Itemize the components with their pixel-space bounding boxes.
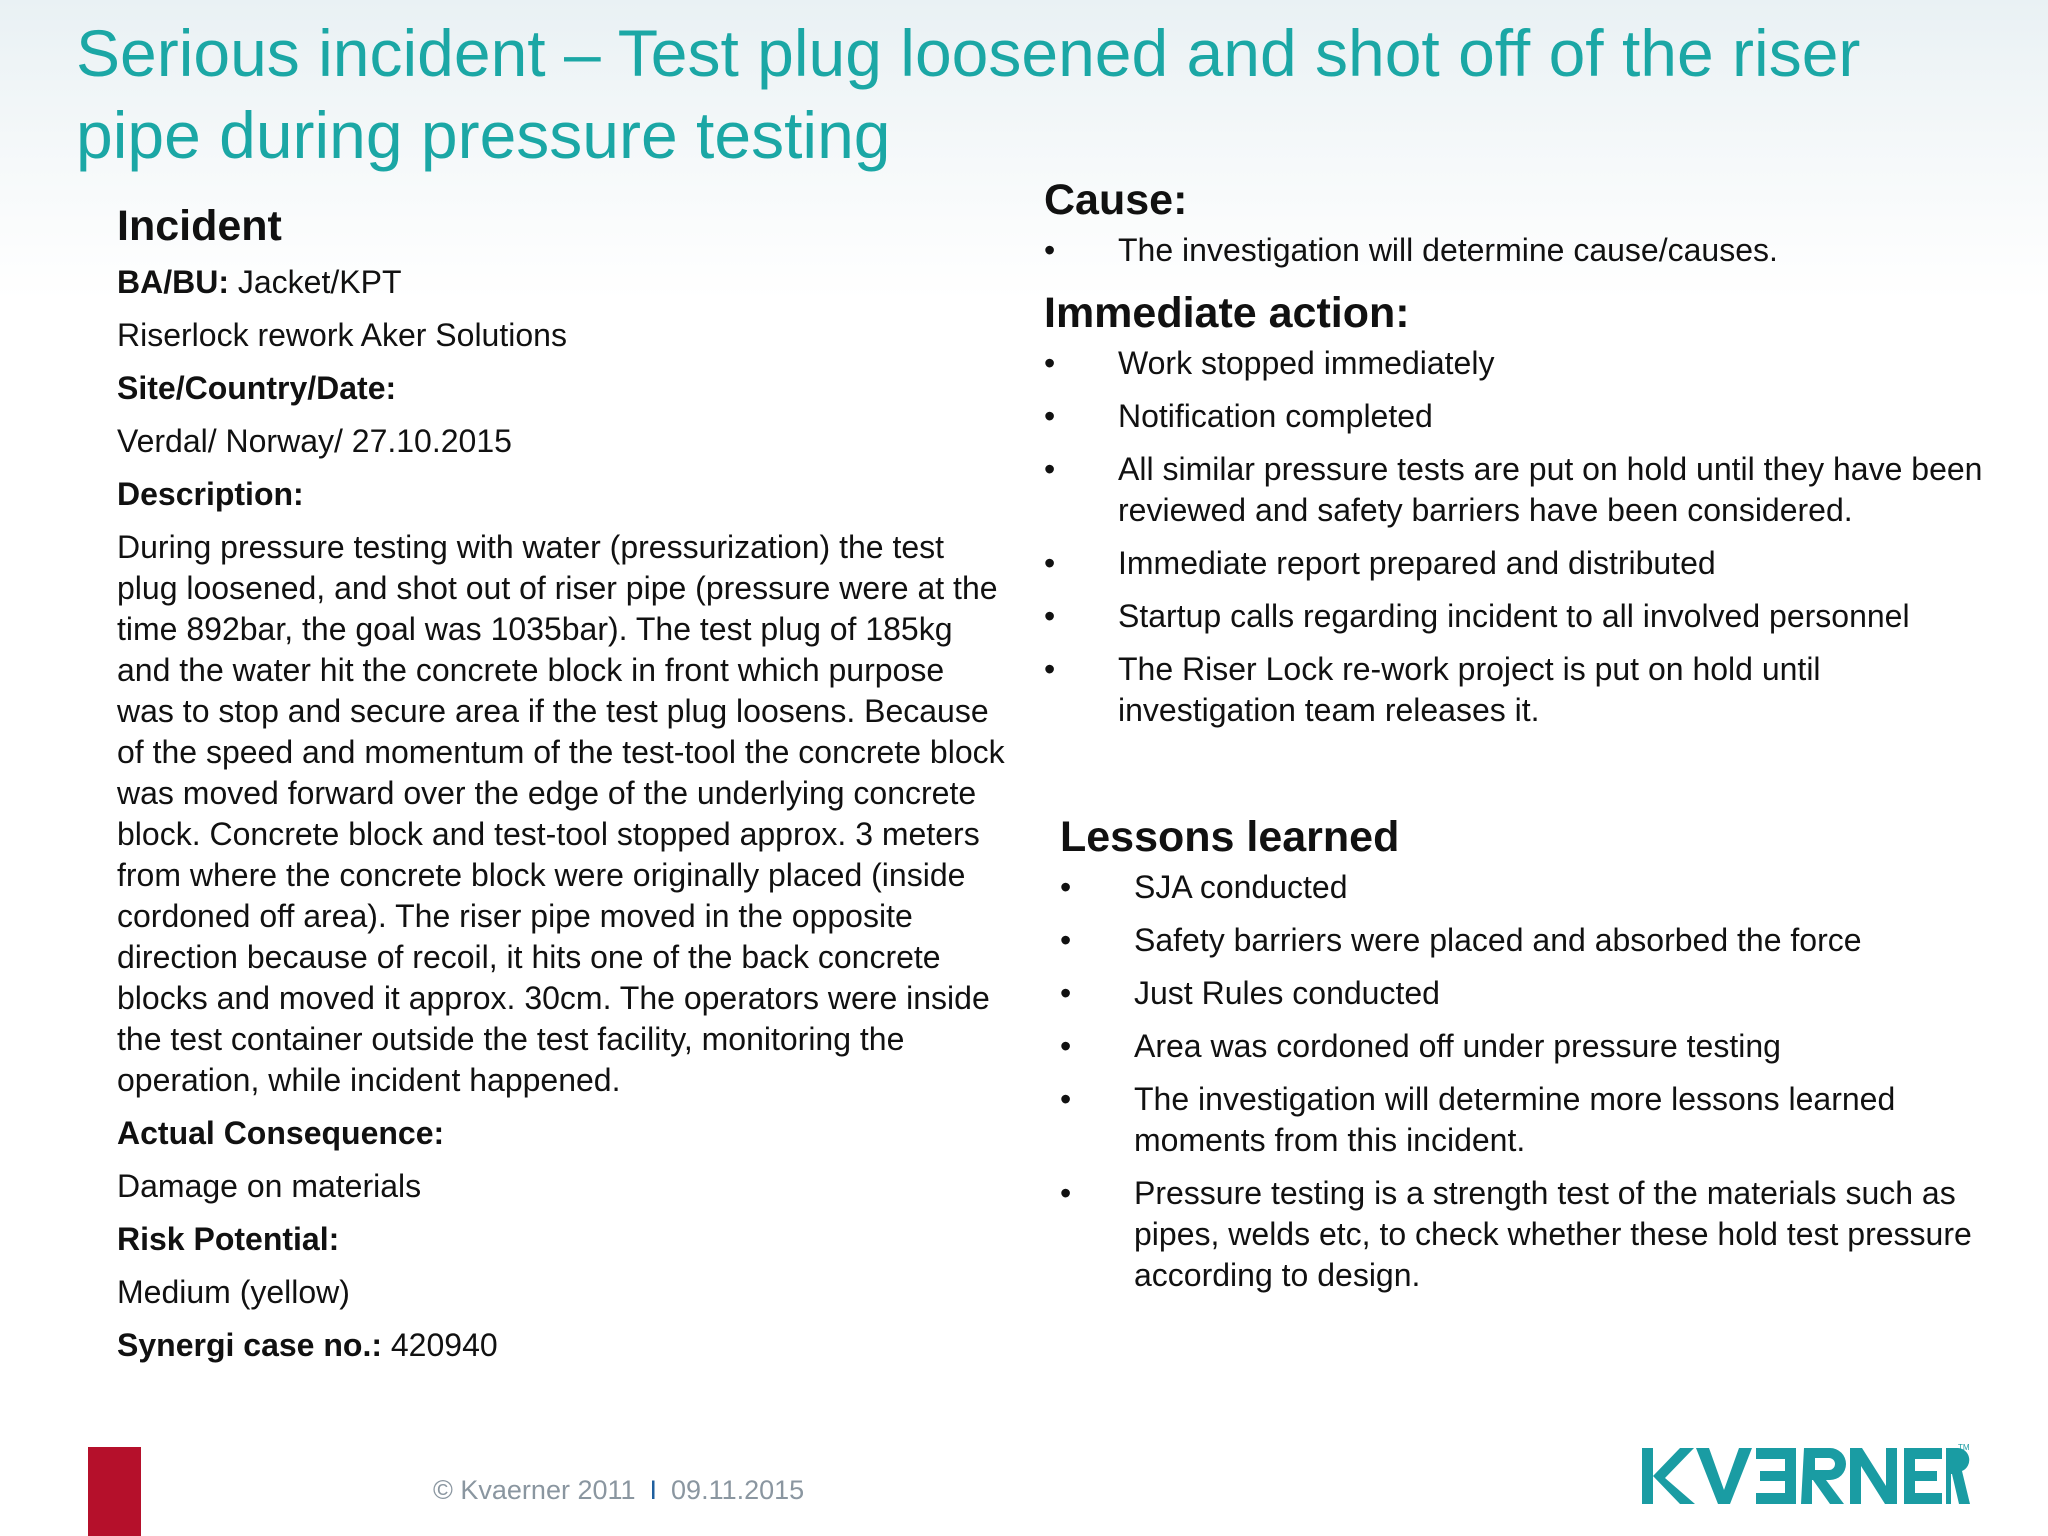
lesson-item: Just Rules conducted xyxy=(1134,975,1440,1011)
bullet-icon: • xyxy=(1044,232,1056,268)
bullet-icon: • xyxy=(1044,451,1056,487)
logo-trademark: TM xyxy=(1958,1443,1970,1452)
consequence-value: Damage on materials xyxy=(117,1168,422,1204)
description-text: During pressure testing with water (pressurization) the test plug loosened, and shot out of riser pipe (pressure were at the time 892bar, the goal was 1035bar). The test plug of 185kg and the water hit the concrete block in front which purpose was to stop and secure area if the test plug loosens. Because of the speed and momentum of the test-tool the concrete block was moved forward over the edge of the underlying concrete block. Concrete block and test-tool stopped approx. 3 meters from where the concrete block were originally placed (inside cordoned off area). The riser pipe moved in the opposite direction because of recoil, it hits one of the back concrete blocks and moved it approx. 30cm. The operators were inside the test container outside the test facility, monitoring the operation, while incident happened. xyxy=(117,529,1005,1098)
site-value: Verdal/ Norway/ 27.10.2015 xyxy=(117,423,512,459)
action-item: Work stopped immediately xyxy=(1118,345,1495,381)
footer xyxy=(433,1473,804,1507)
bullet-icon: • xyxy=(1044,398,1056,434)
lessons-learned-list xyxy=(1060,867,2004,1296)
ba-bu-value: Jacket/KPT xyxy=(228,264,402,300)
list-item xyxy=(1044,343,2004,384)
lesson-item: Area was cordoned off under pressure testing xyxy=(1134,1028,1781,1064)
list-item xyxy=(1044,449,2004,531)
lessons-learned-heading: Lessons learned xyxy=(1060,813,1400,861)
bullet-icon: • xyxy=(1060,869,1072,905)
list-item xyxy=(1060,1026,2004,1067)
slide-title: Serious incident – Test plug loosened and shot off of the riser pipe during pressure testing xyxy=(76,16,1861,172)
cause-list xyxy=(1044,230,2004,271)
action-item: All similar pressure tests are put on hold until they have been reviewed and safety barriers have been considered. xyxy=(1118,451,1983,528)
project-name: Riserlock rework Aker Solutions xyxy=(117,317,567,353)
lesson-item: Pressure testing is a strength test of the materials such as pipes, welds etc, to check whether these hold test pressure according to design. xyxy=(1134,1175,1972,1293)
bullet-icon: • xyxy=(1060,1175,1072,1211)
bullet-icon: • xyxy=(1044,545,1056,581)
footer-date: 09.11.2015 xyxy=(671,1475,805,1505)
bullet-icon: • xyxy=(1060,1028,1072,1064)
footer-copyright: © Kvaerner 2011 xyxy=(433,1475,636,1505)
action-item: Startup calls regarding incident to all involved personnel xyxy=(1118,598,1910,634)
incident-heading: Incident xyxy=(117,202,282,250)
risk-label-row xyxy=(117,1219,1007,1260)
list-item xyxy=(1060,1173,2004,1296)
incident-details xyxy=(117,196,1007,1378)
kvaerner-logo xyxy=(1640,1440,1970,1512)
consequence-label: Actual Consequence: xyxy=(117,1115,445,1151)
bullet-icon: • xyxy=(1060,975,1072,1011)
list-item xyxy=(1060,973,2004,1014)
list-item xyxy=(1044,396,2004,437)
description-label: Description: xyxy=(117,476,304,512)
bullet-icon: • xyxy=(1060,922,1072,958)
bullet-icon: • xyxy=(1060,1081,1072,1117)
description-label-row xyxy=(117,474,1007,515)
site-label: Site/Country/Date: xyxy=(117,370,397,406)
list-item xyxy=(1060,1079,2004,1161)
ba-bu-row xyxy=(117,262,1007,303)
cause-and-action xyxy=(1044,170,2004,743)
site-label-row xyxy=(117,368,1007,409)
cause-heading: Cause: xyxy=(1044,176,1188,224)
lessons-learned xyxy=(1060,807,2004,1308)
action-item: The Riser Lock re-work project is put on hold until investigation team releases it. xyxy=(1118,651,1821,728)
footer-separator: I xyxy=(649,1475,658,1505)
bullet-icon: • xyxy=(1044,345,1056,381)
lesson-item: Safety barriers were placed and absorbed the force xyxy=(1134,922,1862,958)
bullet-icon: • xyxy=(1044,598,1056,634)
synergi-value: 420940 xyxy=(381,1327,498,1363)
action-item: Immediate report prepared and distributed xyxy=(1118,545,1716,581)
immediate-action-heading: Immediate action: xyxy=(1044,289,1410,337)
bullet-icon: • xyxy=(1044,651,1056,687)
lesson-item: SJA conducted xyxy=(1134,869,1348,905)
risk-label: Risk Potential: xyxy=(117,1221,340,1257)
consequence-label-row xyxy=(117,1113,1007,1154)
list-item xyxy=(1044,543,2004,584)
list-item xyxy=(1060,920,2004,961)
list-item xyxy=(1044,230,2004,271)
list-item xyxy=(1044,649,2004,731)
list-item xyxy=(1060,867,2004,908)
action-item: Notification completed xyxy=(1118,398,1433,434)
list-item xyxy=(1044,596,2004,637)
lesson-item: The investigation will determine more lessons learned moments from this incident. xyxy=(1134,1081,1896,1158)
synergi-row xyxy=(117,1325,1007,1366)
cause-item: The investigation will determine cause/causes. xyxy=(1118,232,1778,268)
footer-accent-bar xyxy=(88,1447,141,1536)
synergi-label: Synergi case no.: xyxy=(117,1327,382,1363)
ba-bu-label: BA/BU: xyxy=(117,264,229,300)
risk-value: Medium (yellow) xyxy=(117,1274,350,1310)
immediate-action-list xyxy=(1044,343,2004,731)
